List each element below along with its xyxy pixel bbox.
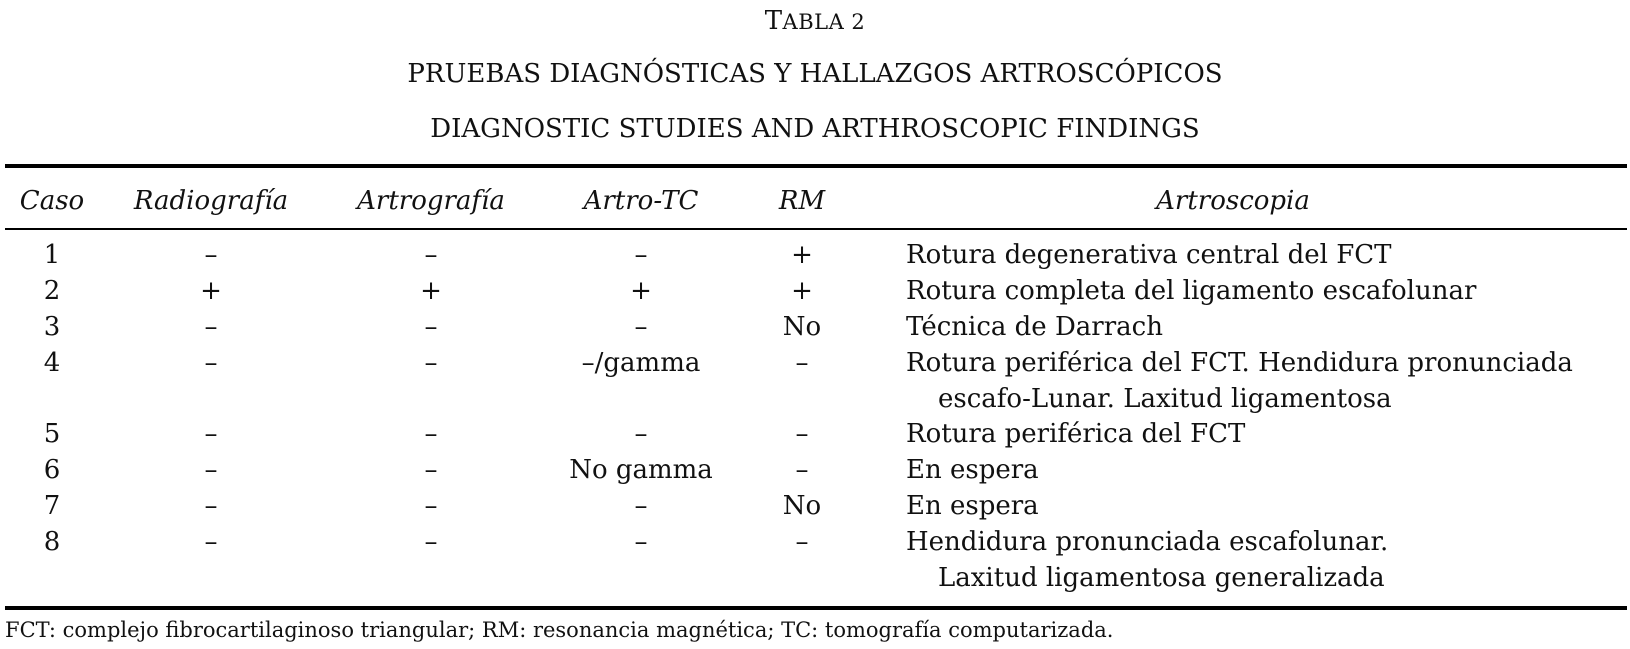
cell-rm: – bbox=[795, 455, 809, 485]
cell-artrografia: – bbox=[424, 491, 438, 521]
cell-artrografia: – bbox=[424, 419, 438, 449]
cell-artroscopia: Rotura degenerativa central del FCT bbox=[906, 240, 1392, 270]
cell-artro-tc: – bbox=[634, 491, 648, 521]
cell-artro-tc: –/gamma bbox=[581, 348, 701, 378]
table-label-first: T bbox=[764, 6, 783, 36]
cell-rm: – bbox=[795, 419, 809, 449]
cell-caso: 8 bbox=[43, 527, 61, 557]
table-row bbox=[0, 455, 1630, 491]
table-row bbox=[0, 240, 1630, 276]
table-row bbox=[0, 491, 1630, 527]
cell-artrografia: – bbox=[424, 312, 438, 342]
table-footnote: FCT: complejo fibrocartilaginoso triangular; RM: resonancia magnética; TC: tomografía computarizada. bbox=[5, 618, 1114, 642]
cell-radiografia: – bbox=[204, 348, 218, 378]
cell-rm: No bbox=[782, 491, 822, 521]
cell-rm: – bbox=[795, 348, 809, 378]
table-header-rule bbox=[5, 228, 1627, 230]
cell-artroscopia: En espera bbox=[906, 491, 1039, 521]
table-row bbox=[0, 276, 1630, 312]
cell-artrografia: – bbox=[424, 527, 438, 557]
cell-artroscopia: En espera bbox=[906, 455, 1039, 485]
cell-artroscopia-continuation: escafo-Lunar. Laxitud ligamentosa bbox=[938, 384, 1392, 414]
cell-artro-tc: – bbox=[634, 312, 648, 342]
cell-artroscopia: Hendidura pronunciada escafolunar. bbox=[906, 527, 1389, 557]
header-artrografia: Artrografía bbox=[357, 186, 505, 216]
cell-rm: + bbox=[791, 240, 813, 270]
cell-artrografia: + bbox=[420, 276, 442, 306]
cell-rm: + bbox=[791, 276, 813, 306]
header-artroscopia: Artroscopia bbox=[1156, 186, 1310, 216]
table-row bbox=[0, 527, 1630, 593]
cell-caso: 3 bbox=[43, 312, 61, 342]
cell-artroscopia: Rotura periférica del FCT bbox=[906, 419, 1246, 449]
header-rm: RM bbox=[778, 186, 826, 216]
cell-radiografia: – bbox=[204, 455, 218, 485]
header-caso: Caso bbox=[19, 186, 85, 216]
table-label-rest: ABLA 2 bbox=[782, 10, 866, 34]
cell-radiografia: – bbox=[204, 419, 218, 449]
cell-artrografia: – bbox=[424, 240, 438, 270]
header-radiografia: Radiografía bbox=[133, 186, 289, 216]
table-row bbox=[0, 348, 1630, 414]
cell-artroscopia: Técnica de Darrach bbox=[906, 312, 1163, 342]
cell-artroscopia: Rotura completa del ligamento escafolunar bbox=[906, 276, 1477, 306]
cell-artro-tc: No gamma bbox=[569, 455, 713, 485]
cell-artro-tc: + bbox=[630, 276, 652, 306]
table-title-english: DIAGNOSTIC STUDIES AND ARTHROSCOPIC FINDINGS bbox=[430, 114, 1200, 144]
cell-artro-tc: – bbox=[634, 527, 648, 557]
cell-radiografia: – bbox=[204, 240, 218, 270]
cell-artroscopia-continuation: Laxitud ligamentosa generalizada bbox=[938, 563, 1385, 593]
cell-radiografia: – bbox=[204, 491, 218, 521]
table-title-spanish: PRUEBAS DIAGNÓSTICAS Y HALLAZGOS ARTROSCÓPICOS bbox=[407, 59, 1223, 89]
table-label bbox=[0, 6, 1630, 36]
cell-radiografia: – bbox=[204, 527, 218, 557]
cell-caso: 5 bbox=[43, 419, 61, 449]
cell-artro-tc: – bbox=[634, 240, 648, 270]
table-bottom-rule bbox=[5, 606, 1627, 610]
cell-radiografia: – bbox=[204, 312, 218, 342]
cell-radiografia: + bbox=[200, 276, 222, 306]
table-row bbox=[0, 419, 1630, 455]
cell-caso: 1 bbox=[43, 240, 61, 270]
cell-artro-tc: – bbox=[634, 419, 648, 449]
cell-artroscopia: Rotura periférica del FCT. Hendidura pronunciada bbox=[906, 348, 1573, 378]
cell-rm: – bbox=[795, 527, 809, 557]
cell-caso: 4 bbox=[43, 348, 61, 378]
cell-caso: 6 bbox=[43, 455, 61, 485]
cell-artrografia: – bbox=[424, 348, 438, 378]
table-row bbox=[0, 312, 1630, 348]
header-artro-tc: Artro-TC bbox=[583, 186, 699, 216]
cell-caso: 2 bbox=[43, 276, 61, 306]
cell-rm: No bbox=[782, 312, 822, 342]
table-top-rule bbox=[5, 164, 1627, 168]
cell-artrografia: – bbox=[424, 455, 438, 485]
cell-caso: 7 bbox=[43, 491, 61, 521]
